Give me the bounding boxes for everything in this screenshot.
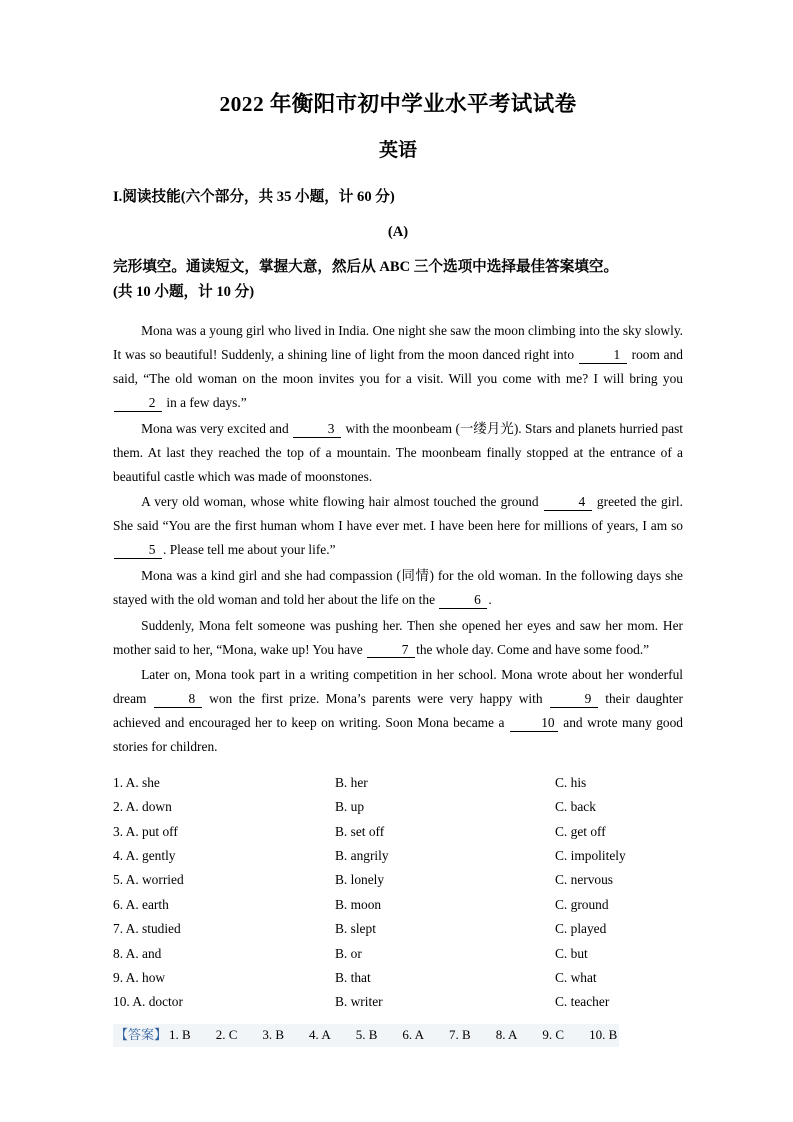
answer-blank-10[interactable]: 10 bbox=[510, 716, 558, 732]
answer-item: 6. A bbox=[402, 1026, 425, 1042]
answer-blank-4[interactable]: 4 bbox=[544, 495, 592, 511]
passage-text: in a few days.” bbox=[163, 394, 247, 410]
passage-text: Mona was a kind girl and she had compassion (同情) for the old woman. In the following days she stayed with the old woman and told her about the life on the bbox=[113, 567, 683, 607]
passage-text: greeted the girl. She said “You are the first human whom I have ever met. I have been here for millions of years, I am so bbox=[113, 494, 683, 534]
passage-text: . bbox=[488, 591, 492, 607]
option-B-q10[interactable]: B. writer bbox=[335, 994, 383, 1010]
option-row bbox=[113, 771, 683, 795]
option-row bbox=[113, 868, 683, 892]
answer-blank-9[interactable]: 9 bbox=[550, 692, 598, 708]
passage-paragraph bbox=[113, 663, 683, 758]
answer-key bbox=[113, 1024, 619, 1047]
option-A-q4[interactable]: 4. A. gently bbox=[113, 848, 176, 863]
passage-paragraph bbox=[113, 417, 683, 489]
option-B-q4[interactable]: B. angrily bbox=[335, 848, 389, 863]
answer-blank-5[interactable]: 5 bbox=[114, 543, 162, 559]
option-row bbox=[113, 820, 683, 844]
passage-text: Mona was a young girl who lived in India. One night she saw the moon climbing into the sky slowly. It was so beautiful! Suddenly, a shining line of light from the moon danced right into bbox=[113, 323, 683, 363]
page-content bbox=[113, 92, 683, 1047]
passage-text: A very old woman, whose white flowing hair almost touched the ground bbox=[141, 494, 543, 510]
answer-item: 4. A bbox=[309, 1026, 331, 1042]
option-C-q8[interactable]: C. but bbox=[555, 945, 588, 961]
instruction-line-2: (共 10 小题，计 10 分) bbox=[113, 284, 255, 301]
option-C-q10[interactable]: C. teacher bbox=[555, 994, 610, 1010]
answer-item: 10. B bbox=[589, 1026, 618, 1042]
passage-text: Suddenly, Mona felt someone was pushing her. Then she opened her eyes and saw her mom. Her mother said to her, “Mona, wake up! You have bbox=[113, 617, 683, 657]
option-row bbox=[113, 893, 683, 917]
answer-item: 7. B bbox=[449, 1026, 471, 1042]
answer-item: 3. B bbox=[262, 1026, 285, 1042]
section-heading: I.阅读技能(六个部分，共 35 小题，计 60 分) bbox=[113, 188, 395, 205]
option-C-q2[interactable]: C. back bbox=[555, 799, 596, 815]
passage-text: and wrote many good stories for children. bbox=[113, 715, 683, 754]
option-B-q9[interactable]: B. that bbox=[335, 969, 371, 985]
passage-text: with the moonbeam (一缕月光). Stars and planets hurried past them. At last they reached the top of a mountain. The moonbeam finally stopped at the entrance of a beautiful castle which was made of moonstones. bbox=[113, 420, 684, 484]
answer-blank-2[interactable]: 2 bbox=[114, 396, 162, 412]
instruction-line-1: 完形填空。通读短文，掌握大意，然后从 ABC 三个选项中选择最佳答案填空。 bbox=[113, 259, 619, 276]
passage-text: Later on, Mona took part in a writing competition in her school. Mona wrote about her wonderful dream bbox=[113, 667, 683, 707]
option-row bbox=[113, 795, 683, 819]
passage-paragraph bbox=[113, 564, 683, 612]
passage-paragraph bbox=[113, 490, 683, 562]
answer-item: 1. B bbox=[169, 1026, 191, 1042]
option-C-q4[interactable]: C. impolitely bbox=[555, 848, 626, 863]
option-A-q2[interactable]: 2. A. down bbox=[113, 799, 172, 815]
option-B-q7[interactable]: B. slept bbox=[335, 921, 376, 937]
option-C-q1[interactable]: C. his bbox=[555, 774, 587, 790]
option-A-q6[interactable]: 6. A. earth bbox=[113, 896, 169, 912]
option-A-q7[interactable]: 7. A. studied bbox=[113, 921, 181, 937]
passage-paragraph bbox=[113, 319, 683, 414]
answer-blank-1[interactable]: 1 bbox=[579, 348, 627, 364]
instruction-text bbox=[113, 255, 683, 305]
option-row bbox=[113, 966, 683, 990]
option-row bbox=[113, 990, 683, 1014]
passage-paragraph bbox=[113, 614, 683, 662]
answer-item: 8. A bbox=[495, 1026, 518, 1042]
passage-text: won the first prize. Mona’s parents were very happy with bbox=[202, 691, 549, 707]
option-C-q5[interactable]: C. nervous bbox=[555, 872, 614, 888]
answer-item: 5. B bbox=[355, 1026, 378, 1042]
option-A-q3[interactable]: 3. A. put off bbox=[113, 823, 178, 839]
answer-blank-6[interactable]: 6 bbox=[439, 593, 487, 609]
option-C-q3[interactable]: C. get off bbox=[555, 823, 606, 839]
answer-blank-3[interactable]: 3 bbox=[293, 422, 341, 438]
option-row bbox=[113, 917, 683, 941]
option-B-q1[interactable]: B. her bbox=[335, 774, 368, 790]
option-A-q10[interactable]: 10. A. doctor bbox=[113, 994, 183, 1010]
option-B-q5[interactable]: B. lonely bbox=[335, 872, 385, 888]
answer-blank-7[interactable]: 7 bbox=[367, 643, 415, 659]
option-A-q1[interactable]: 1. A. she bbox=[113, 774, 160, 790]
option-row bbox=[113, 942, 683, 966]
option-C-q6[interactable]: C. ground bbox=[555, 896, 609, 912]
answer-key-label: 【答案】 bbox=[115, 1026, 168, 1042]
option-B-q2[interactable]: B. up bbox=[335, 799, 365, 815]
reading-passage bbox=[113, 319, 683, 758]
option-A-q5[interactable]: 5. A. worried bbox=[113, 872, 184, 888]
option-B-q3[interactable]: B. set off bbox=[335, 823, 385, 839]
option-C-q7[interactable]: C. played bbox=[555, 921, 607, 937]
passage-text: Mona was very excited and bbox=[141, 420, 293, 436]
passage-text: . Please tell me about your life.” bbox=[163, 542, 336, 558]
option-A-q8[interactable]: 8. A. and bbox=[113, 945, 162, 961]
answer-item: 9. C bbox=[542, 1026, 565, 1042]
option-row bbox=[113, 844, 683, 868]
option-B-q8[interactable]: B. or bbox=[335, 945, 362, 961]
options-list bbox=[113, 771, 683, 1015]
answer-blank-8[interactable]: 8 bbox=[154, 692, 202, 708]
subject-title: 英语 bbox=[378, 139, 417, 161]
option-C-q9[interactable]: C. what bbox=[555, 969, 597, 985]
passage-text: their daughter achieved and encouraged her to keep on writing. Soon Mona became a bbox=[113, 691, 683, 731]
passage-text: the whole day. Come and have some food.” bbox=[416, 641, 650, 657]
option-B-q6[interactable]: B. moon bbox=[335, 896, 382, 912]
page-title: 2022 年衡阳市初中学业水平考试试卷 bbox=[219, 92, 577, 116]
part-marker: (A) bbox=[387, 223, 409, 240]
passage-text: room and said, “The old woman on the moon invites you for a visit. Will you come with me? I will bring you bbox=[113, 347, 683, 387]
answer-item: 2. C bbox=[215, 1026, 238, 1042]
option-A-q9[interactable]: 9. A. how bbox=[113, 969, 166, 985]
